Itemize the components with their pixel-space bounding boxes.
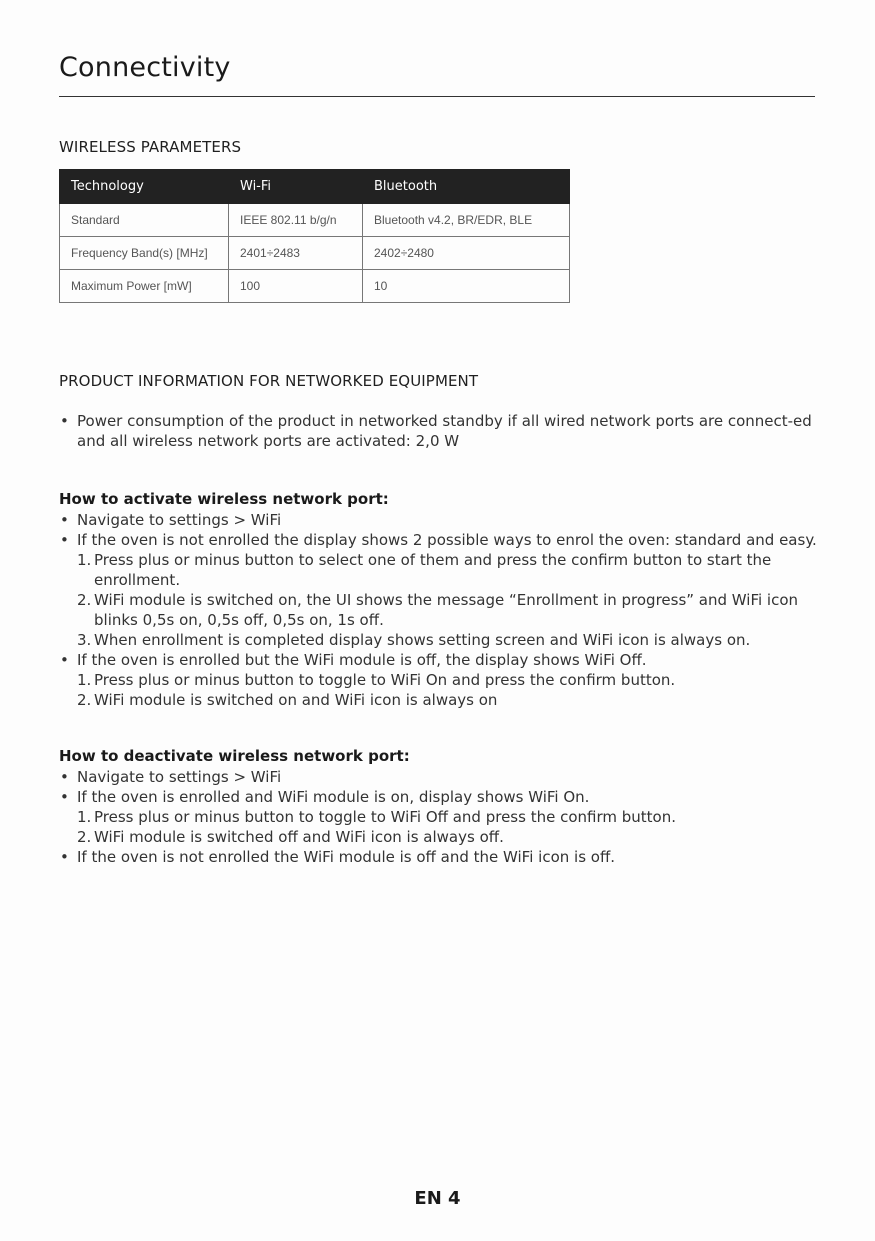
step-number: 1.: [77, 808, 92, 826]
table-cell: 2402÷2480: [363, 237, 570, 270]
product-info-list: [59, 411, 819, 451]
list-item: [59, 650, 819, 710]
step-item: [77, 827, 819, 847]
step-item: [77, 590, 819, 630]
activate-heading: How to activate wireless network port:: [59, 490, 389, 508]
table-header-cell: Technology: [60, 170, 229, 204]
table-cell: 2401÷2483: [229, 237, 363, 270]
step-text: WiFi module is switched on and WiFi icon is always on: [94, 691, 498, 709]
table-row: [60, 270, 570, 303]
list-item-text: If the oven is enrolled but the WiFi module is off, the display shows WiFi Off.: [77, 651, 647, 669]
step-list: [77, 670, 819, 710]
list-item-text: Navigate to settings > WiFi: [77, 768, 282, 786]
step-text: Press plus or minus button to toggle to WiFi On and press the confirm button.: [94, 671, 676, 689]
wireless-parameters-table: [59, 169, 570, 303]
step-number: 1.: [77, 671, 92, 689]
list-item: [59, 767, 819, 787]
table-header-cell: Wi-Fi: [229, 170, 363, 204]
table-cell: 100: [229, 270, 363, 303]
list-item: [59, 510, 819, 530]
step-list: [77, 807, 819, 847]
step-number: 1.: [77, 551, 92, 569]
step-item: [77, 550, 819, 590]
table-cell: Standard: [60, 204, 229, 237]
step-item: [77, 630, 819, 650]
page-title: Connectivity: [59, 52, 231, 83]
step-number: 2.: [77, 691, 92, 709]
title-divider: [59, 96, 815, 97]
list-item-text: Navigate to settings > WiFi: [77, 511, 282, 529]
wireless-parameters-heading: WIRELESS PARAMETERS: [59, 138, 242, 156]
step-item: [77, 807, 819, 827]
activate-list: [59, 510, 819, 710]
list-item-text: If the oven is not enrolled the WiFi module is off and the WiFi icon is off.: [77, 848, 616, 866]
deactivate-heading: How to deactivate wireless network port:: [59, 747, 410, 765]
list-item: • Power consumption of the product in networked standby if all wired network ports are connect-ed and all wireless network ports are activated: 2,0 W: [59, 411, 819, 451]
step-list: [77, 550, 819, 650]
list-item-text: If the oven is enrolled and WiFi module is on, display shows WiFi On.: [77, 788, 590, 806]
table-cell: IEEE 802.11 b/g/n: [229, 204, 363, 237]
step-text: When enrollment is completed display shows setting screen and WiFi icon is always on.: [94, 631, 751, 649]
table-header-row: [60, 170, 570, 204]
step-number: 2.: [77, 828, 92, 846]
page-number: EN 4: [414, 1188, 461, 1209]
step-text: WiFi module is switched off and WiFi icon is always off.: [94, 828, 504, 846]
step-number: 3.: [77, 631, 92, 649]
step-item: [77, 670, 819, 690]
step-text: Press plus or minus button to select one of them and press the confirm button to start the enrollment.: [94, 551, 772, 589]
step-number: 2.: [77, 591, 92, 609]
step-text: WiFi module is switched on, the UI shows the message “Enrollment in progress” and WiFi icon blinks 0,5s on, 0,5s off, 0,5s on, 1s off.: [94, 591, 799, 629]
list-item: [59, 847, 819, 867]
table-cell: Maximum Power [mW]: [60, 270, 229, 303]
table-cell: Frequency Band(s) [MHz]: [60, 237, 229, 270]
step-item: [77, 690, 819, 710]
table-row: [60, 204, 570, 237]
list-item: [59, 530, 819, 650]
table-cell: 10: [363, 270, 570, 303]
step-text: Press plus or minus button to toggle to WiFi Off and press the confirm button.: [94, 808, 676, 826]
list-item-text: If the oven is not enrolled the display shows 2 possible ways to enrol the oven: standard and easy.: [77, 531, 817, 549]
table-header-cell: Bluetooth: [363, 170, 570, 204]
table-cell: Bluetooth v4.2, BR/EDR, BLE: [363, 204, 570, 237]
table-row: [60, 237, 570, 270]
list-item: [59, 787, 819, 847]
product-info-heading: PRODUCT INFORMATION FOR NETWORKED EQUIPMENT: [59, 372, 479, 390]
deactivate-list: [59, 767, 819, 867]
